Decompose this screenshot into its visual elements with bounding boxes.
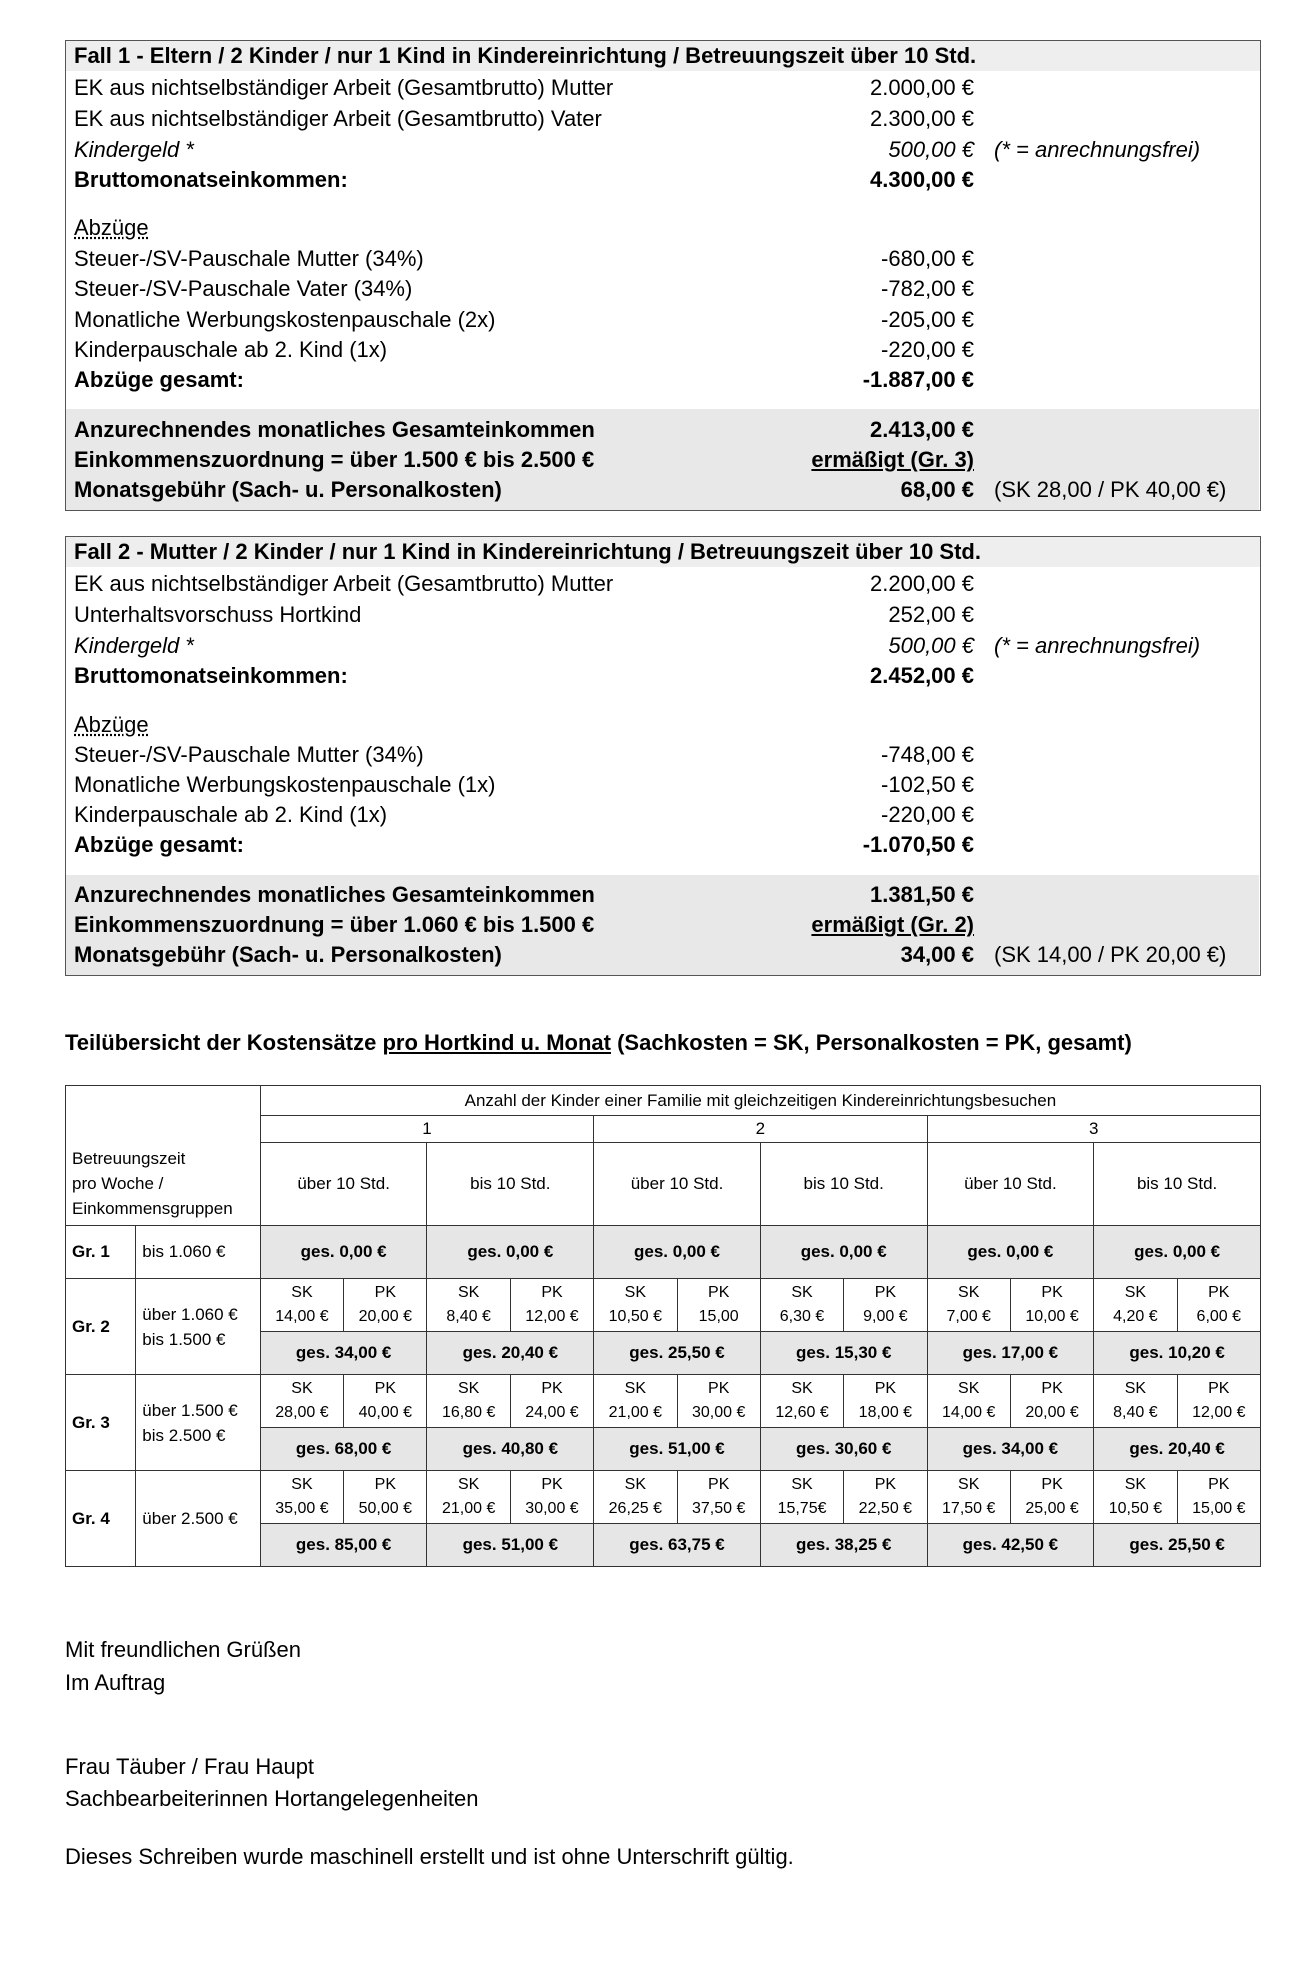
deduction-row: [74, 770, 1254, 800]
group-total: ges. 0,00 €: [427, 1226, 594, 1279]
pk-value: 30,00 €: [525, 1500, 579, 1517]
pk-cell: [344, 1471, 427, 1524]
sk-cell: [927, 1279, 1010, 1332]
pk-label: PK: [874, 1284, 897, 1301]
gebuehr-label: Monatsgebühr (Sach- u. Personalkosten): [74, 942, 502, 967]
group-name: Gr. 2: [66, 1279, 136, 1375]
group-total: ges. 34,00 €: [927, 1428, 1094, 1471]
anzurechnen-amount: 2.413,00 €: [870, 417, 974, 442]
pk-cell: [1177, 1375, 1260, 1428]
deductions-total-label: Abzüge gesamt:: [74, 367, 244, 392]
zuordnung-label: Einkommenszuordnung = über 1.060 € bis 1.500 €: [74, 912, 595, 937]
sk-label: SK: [1124, 1284, 1147, 1301]
group-total: ges. 63,75 €: [594, 1524, 761, 1567]
group-total: ges. 51,00 €: [594, 1428, 761, 1471]
overview-heading: [65, 1030, 1132, 1056]
anzurechnen-label: Anzurechnendes monatliches Gesamteinkommen: [74, 882, 595, 907]
group-1-row: [66, 1226, 1261, 1279]
deduction-amount: -782,00 €: [881, 276, 974, 301]
case-1-box: [65, 40, 1261, 511]
row-header-line: pro Woche /: [72, 1174, 164, 1193]
pk-label: PK: [1208, 1380, 1230, 1397]
group-range: über 2.500 €: [136, 1471, 261, 1567]
pk-label: PK: [541, 1476, 563, 1493]
income-row: [74, 104, 1254, 134]
pk-cell: [844, 1279, 927, 1332]
sk-cell: [1094, 1471, 1177, 1524]
time-col-header: über 10 Std.: [594, 1143, 761, 1226]
children-3-header: 3: [927, 1116, 1260, 1143]
brutto-row: [74, 661, 1254, 691]
sk-value: 8,40 €: [446, 1308, 491, 1325]
group-3-values-row: [66, 1375, 1261, 1428]
header-row-main: [66, 1086, 1261, 1116]
pk-cell: [1010, 1375, 1093, 1428]
group-total: ges. 0,00 €: [260, 1226, 427, 1279]
sk-value: 28,00 €: [275, 1404, 329, 1421]
pk-label: PK: [374, 1380, 396, 1397]
income-amount: 2.200,00 €: [870, 571, 974, 596]
pk-label: PK: [1041, 1380, 1063, 1397]
sk-value: 10,50 €: [608, 1308, 663, 1325]
deduction-label: Steuer-/SV-Pauschale Vater (34%): [74, 276, 413, 301]
kindergeld-amount: 500,00 €: [888, 137, 974, 162]
deductions-heading-row: [74, 710, 1254, 740]
kindergeld-label: Kindergeld *: [74, 137, 194, 162]
group-total: ges. 40,80 €: [427, 1428, 594, 1471]
pk-cell: [677, 1279, 760, 1332]
sk-cell: [1094, 1375, 1177, 1428]
sk-value: 26,25 €: [608, 1500, 663, 1517]
sk-label: SK: [457, 1476, 480, 1493]
pk-label: PK: [1041, 1476, 1063, 1493]
sk-cell: [594, 1279, 677, 1332]
deduction-row: [74, 305, 1254, 335]
sk-cell: [1094, 1279, 1177, 1332]
brutto-label: Bruttomonatseinkommen:: [74, 663, 348, 688]
row-header-line: Betreuungszeit: [72, 1149, 186, 1168]
sk-label: SK: [958, 1476, 980, 1493]
group-total: ges. 0,00 €: [594, 1226, 761, 1279]
brutto-label: Bruttomonatseinkommen:: [74, 167, 348, 192]
sk-label: SK: [958, 1284, 980, 1301]
sk-label: SK: [457, 1284, 480, 1301]
kindergeld-note: (* = anrechnungsfrei): [994, 633, 1201, 658]
sk-cell: [594, 1375, 677, 1428]
deductions-heading-row: [74, 213, 1254, 243]
kindergeld-row: [74, 135, 1254, 165]
pk-value: 15,00 €: [1192, 1500, 1246, 1517]
sk-value: 14,00 €: [942, 1404, 996, 1421]
pk-value: 20,00 €: [1025, 1404, 1079, 1421]
pk-label: PK: [374, 1476, 396, 1493]
group-2-values-row: [66, 1279, 1261, 1332]
pk-value: 9,00 €: [863, 1308, 908, 1325]
gebuehr-row: [74, 940, 1254, 970]
deduction-label: Monatliche Werbungskostenpauschale (2x): [74, 307, 496, 332]
time-col-header: über 10 Std.: [927, 1143, 1094, 1226]
income-row: [74, 73, 1254, 103]
sk-value: 14,00 €: [275, 1308, 329, 1325]
group-total: ges. 10,20 €: [1094, 1332, 1261, 1375]
children-1-header: 1: [260, 1116, 593, 1143]
pk-value: 24,00 €: [525, 1404, 579, 1421]
sk-cell: [760, 1471, 843, 1524]
group-total: ges. 17,00 €: [927, 1332, 1094, 1375]
sk-label: SK: [958, 1380, 980, 1397]
kindergeld-note: (* = anrechnungsfrei): [994, 137, 1201, 162]
pk-label: PK: [708, 1476, 730, 1493]
sk-cell: [427, 1471, 510, 1524]
pk-cell: [1177, 1279, 1260, 1332]
pk-value: 18,00 €: [858, 1404, 913, 1421]
pk-label: PK: [1208, 1284, 1230, 1301]
pk-value: 20,00 €: [358, 1308, 412, 1325]
deduction-label: Kinderpauschale ab 2. Kind (1x): [74, 337, 388, 362]
deductions-heading: Abzüge: [74, 712, 149, 737]
sk-label: SK: [624, 1476, 647, 1493]
sk-cell: [760, 1279, 843, 1332]
sk-cell: [760, 1375, 843, 1428]
deduction-label: Monatliche Werbungskostenpauschale (1x): [74, 772, 496, 797]
income-amount: 252,00 €: [888, 602, 974, 627]
group-total: ges. 0,00 €: [1094, 1226, 1261, 1279]
group-total: ges. 85,00 €: [260, 1524, 427, 1567]
sk-value: 10,50 €: [1108, 1500, 1163, 1517]
row-header-line: Einkommensgruppen: [72, 1199, 233, 1218]
sk-value: 21,00 €: [441, 1500, 496, 1517]
sk-value: 8,40 €: [1113, 1404, 1158, 1421]
income-label: EK aus nichtselbständiger Arbeit (Gesamtbrutto) Mutter: [74, 571, 614, 596]
deduction-row: [74, 244, 1254, 274]
group-range: bis 1.060 €: [136, 1226, 261, 1279]
deductions-heading: Abzüge: [74, 215, 149, 240]
sk-label: SK: [791, 1476, 813, 1493]
time-col-header: bis 10 Std.: [760, 1143, 927, 1226]
pk-label: PK: [1208, 1476, 1230, 1493]
sk-cell: [927, 1375, 1010, 1428]
deductions-total-row: [74, 365, 1254, 395]
pk-cell: [844, 1375, 927, 1428]
deductions-total-amount: -1.887,00 €: [862, 367, 974, 392]
income-amount: 2.000,00 €: [870, 75, 974, 100]
signatory-role: Sachbearbeiterinnen Hortangelegenheiten: [65, 1786, 479, 1811]
time-col-header: bis 10 Std.: [427, 1143, 594, 1226]
group-total: ges. 68,00 €: [260, 1428, 427, 1471]
pk-value: 25,00 €: [1025, 1500, 1079, 1517]
deductions-total-amount: -1.070,50 €: [862, 832, 974, 857]
sk-label: SK: [624, 1284, 647, 1301]
sk-cell: [260, 1279, 343, 1332]
zuordnung-value: ermäßigt (Gr. 2): [811, 912, 974, 937]
pk-label: PK: [708, 1380, 730, 1397]
pk-cell: [677, 1375, 760, 1428]
sk-cell: [260, 1471, 343, 1524]
pk-cell: [344, 1375, 427, 1428]
group-total: ges. 38,25 €: [760, 1524, 927, 1567]
sk-cell: [427, 1375, 510, 1428]
brutto-amount: 2.452,00 €: [870, 663, 974, 688]
sk-value: 21,00 €: [608, 1404, 663, 1421]
sk-label: SK: [291, 1284, 313, 1301]
sk-label: SK: [624, 1380, 647, 1397]
brutto-amount: 4.300,00 €: [870, 167, 974, 192]
group-total: ges. 20,40 €: [427, 1332, 594, 1375]
deduction-amount: -102,50 €: [881, 772, 974, 797]
pk-label: PK: [708, 1284, 730, 1301]
pk-label: PK: [541, 1284, 563, 1301]
deduction-label: Steuer-/SV-Pauschale Mutter (34%): [74, 246, 424, 271]
gebuehr-row: [74, 475, 1254, 505]
overview-heading-underlined: pro Hortkind u. Monat: [382, 1030, 611, 1055]
pk-cell: [344, 1279, 427, 1332]
sk-label: SK: [291, 1476, 313, 1493]
im-auftrag: Im Auftrag: [65, 1670, 166, 1695]
pk-value: 50,00 €: [358, 1500, 412, 1517]
zuordnung-row: [74, 910, 1254, 940]
group-total: ges. 0,00 €: [760, 1226, 927, 1279]
deduction-amount: -220,00 €: [881, 337, 974, 362]
sk-value: 7,00 €: [946, 1308, 991, 1325]
pk-cell: [1177, 1471, 1260, 1524]
time-col-header: bis 10 Std.: [1094, 1143, 1261, 1226]
gebuehr-amount: 34,00 €: [900, 942, 974, 967]
pk-value: 30,00 €: [691, 1404, 746, 1421]
sk-value: 15,75€: [777, 1500, 827, 1517]
group-total: ges. 25,50 €: [1094, 1524, 1261, 1567]
gebuehr-amount: 68,00 €: [900, 477, 974, 502]
gebuehr-label: Monatsgebühr (Sach- u. Personalkosten): [74, 477, 502, 502]
group-total: ges. 25,50 €: [594, 1332, 761, 1375]
pk-value: 12,00 €: [1192, 1404, 1246, 1421]
deduction-amount: -220,00 €: [881, 802, 974, 827]
group-4-values-row: [66, 1471, 1261, 1524]
deduction-row: [74, 335, 1254, 365]
sk-label: SK: [291, 1380, 313, 1397]
pk-cell: [1010, 1471, 1093, 1524]
group-range: über 1.500 € bis 2.500 €: [136, 1375, 261, 1471]
case-2-title: Fall 2 - Mutter / 2 Kinder / nur 1 Kind in Kindereinrichtung / Betreuungszeit über 10 Std.: [66, 537, 1260, 567]
machine-generated-note: Dieses Schreiben wurde maschinell erstellt und ist ohne Unterschrift gültig.: [65, 1844, 794, 1869]
income-label: Unterhaltsvorschuss Hortkind: [74, 602, 362, 627]
pk-label: PK: [874, 1380, 897, 1397]
sk-value: 4,20 €: [1113, 1308, 1158, 1325]
pk-value: 10,00 €: [1025, 1308, 1079, 1325]
pk-label: PK: [874, 1476, 897, 1493]
pk-value: 12,00 €: [525, 1308, 579, 1325]
group-name: Gr. 4: [66, 1471, 136, 1567]
anzurechnen-label: Anzurechnendes monatliches Gesamteinkommen: [74, 417, 595, 442]
pk-cell: [677, 1471, 760, 1524]
gebuehr-note: (SK 14,00 / PK 20,00 €): [994, 942, 1227, 967]
kindergeld-row: [74, 631, 1254, 661]
pk-label: PK: [541, 1380, 563, 1397]
deductions-total-row: [74, 830, 1254, 860]
deduction-amount: -748,00 €: [881, 742, 974, 767]
pk-value: 15,00: [698, 1308, 739, 1325]
gebuehr-note: (SK 28,00 / PK 40,00 €): [994, 477, 1227, 502]
pk-cell: [510, 1471, 593, 1524]
kindergeld-amount: 500,00 €: [888, 633, 974, 658]
deduction-label: Steuer-/SV-Pauschale Mutter (34%): [74, 742, 424, 767]
case-1-title: Fall 1 - Eltern / 2 Kinder / nur 1 Kind in Kindereinrichtung / Betreuungszeit über 10 Std.: [66, 41, 1260, 71]
anzurechnen-row: [74, 880, 1254, 910]
sk-label: SK: [1124, 1476, 1147, 1493]
sk-cell: [927, 1471, 1010, 1524]
group-name: Gr. 3: [66, 1375, 136, 1471]
group-total: ges. 34,00 €: [260, 1332, 427, 1375]
pk-cell: [1010, 1279, 1093, 1332]
group-range: über 1.060 € bis 1.500 €: [136, 1279, 261, 1375]
pk-cell: [510, 1279, 593, 1332]
income-row: [74, 600, 1254, 630]
pk-value: 6,00 €: [1196, 1308, 1242, 1325]
overview-heading-post: (Sachkosten = SK, Personalkosten = PK, gesamt): [610, 1030, 1132, 1055]
zuordnung-value: ermäßigt (Gr. 3): [811, 447, 974, 472]
sk-cell: [427, 1279, 510, 1332]
pk-cell: [510, 1375, 593, 1428]
deduction-row: [74, 274, 1254, 304]
kindergeld-label: Kindergeld *: [74, 633, 194, 658]
sk-value: 12,60 €: [775, 1404, 829, 1421]
zuordnung-row: [74, 445, 1254, 475]
income-label: EK aus nichtselbständiger Arbeit (Gesamtbrutto) Mutter: [74, 75, 614, 100]
income-row: [74, 569, 1254, 599]
group-total: ges. 0,00 €: [927, 1226, 1094, 1279]
brutto-row: [74, 165, 1254, 195]
sk-label: SK: [791, 1284, 813, 1301]
pk-value: 22,50 €: [858, 1500, 913, 1517]
anzurechnen-row: [74, 415, 1254, 445]
sk-label: SK: [457, 1380, 480, 1397]
sk-value: 16,80 €: [441, 1404, 496, 1421]
time-col-header: über 10 Std.: [260, 1143, 427, 1226]
sk-value: 6,30 €: [779, 1308, 825, 1325]
pk-label: PK: [374, 1284, 396, 1301]
row-header-cell: [66, 1086, 261, 1226]
deduction-row: [74, 740, 1254, 770]
sk-label: SK: [1124, 1380, 1147, 1397]
greeting: Mit freundlichen Grüßen: [65, 1637, 301, 1662]
deductions-total-label: Abzüge gesamt:: [74, 832, 244, 857]
anzurechnen-amount: 1.381,50 €: [870, 882, 974, 907]
income-amount: 2.300,00 €: [870, 106, 974, 131]
income-label: EK aus nichtselbständiger Arbeit (Gesamtbrutto) Vater: [74, 106, 602, 131]
pk-value: 40,00 €: [358, 1404, 412, 1421]
case-2-box: [65, 536, 1261, 976]
deduction-row: [74, 800, 1254, 830]
group-name: Gr. 1: [66, 1226, 136, 1279]
group-total: ges. 20,40 €: [1094, 1428, 1261, 1471]
pk-cell: [844, 1471, 927, 1524]
rates-table: [65, 1085, 1261, 1567]
children-2-header: 2: [594, 1116, 927, 1143]
overview-heading-pre: Teilübersicht der Kostensätze: [65, 1030, 383, 1055]
zuordnung-label: Einkommenszuordnung = über 1.500 € bis 2.500 €: [74, 447, 595, 472]
group-total: ges. 15,30 €: [760, 1332, 927, 1375]
sk-label: SK: [791, 1380, 813, 1397]
pk-value: 37,50 €: [691, 1500, 746, 1517]
sk-cell: [260, 1375, 343, 1428]
sk-value: 17,50 €: [942, 1500, 996, 1517]
signatory-names: Frau Täuber / Frau Haupt: [65, 1754, 315, 1779]
deduction-amount: -205,00 €: [881, 307, 974, 332]
deduction-amount: -680,00 €: [881, 246, 974, 271]
pk-label: PK: [1041, 1284, 1063, 1301]
sk-value: 35,00 €: [275, 1500, 329, 1517]
group-total: ges. 30,60 €: [760, 1428, 927, 1471]
children-count-header: Anzahl der Kinder einer Familie mit gleichzeitigen Kindereinrichtungsbesuchen: [260, 1086, 1260, 1116]
group-total: ges. 51,00 €: [427, 1524, 594, 1567]
group-total: ges. 42,50 €: [927, 1524, 1094, 1567]
deduction-label: Kinderpauschale ab 2. Kind (1x): [74, 802, 388, 827]
sk-cell: [594, 1471, 677, 1524]
